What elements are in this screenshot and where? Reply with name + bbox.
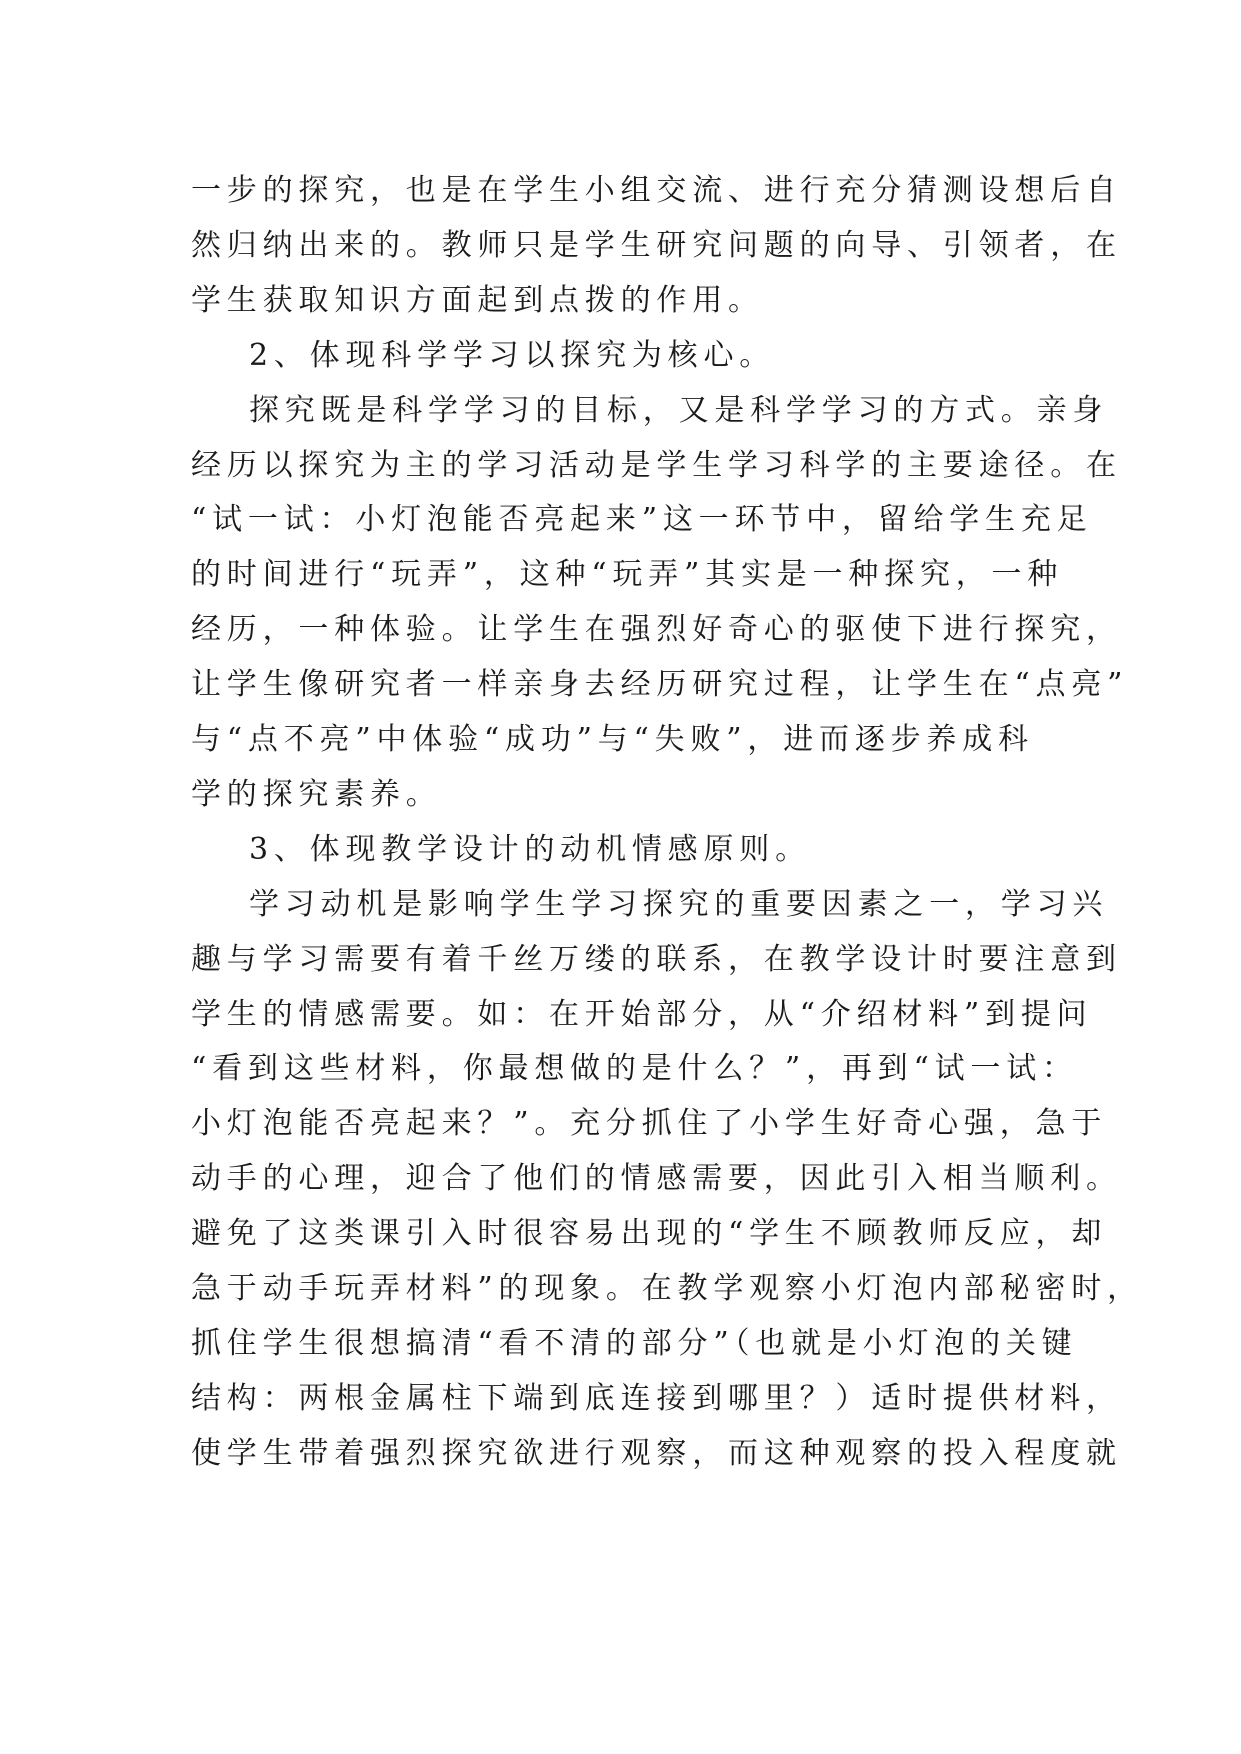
text-line: 动手的心理，迎合了他们的情感需要，因此引入相当顺利。 <box>191 1161 1122 1197</box>
text-line: 然归纳出来的。教师只是学生研究问题的向导、引领者，在 <box>191 227 1122 263</box>
text-line: 学生的情感需要。如：在开始部分，从“介绍材料”到提问 <box>191 996 1093 1032</box>
text-line: 3、体现教学设计的动机情感原则。 <box>249 831 811 867</box>
text-line: 急于动手玩弄材料”的现象。在教学观察小灯泡内部秘密时， <box>191 1271 1143 1306</box>
text-line: 学的探究素养。 <box>191 776 442 812</box>
text-line: 小灯泡能否亮起来？”。充分抓住了小学生好奇心强，急于 <box>191 1106 1108 1142</box>
text-line: 使学生带着强烈探究欲进行观察，而这种观察的投入程度就 <box>191 1435 1122 1471</box>
text-line: 与“点不亮”中体验“成功”与“失败”，进而逐步养成科 <box>191 722 1034 757</box>
text-line: 经历以探究为主的学习活动是学生学习科学的主要途径。在 <box>191 447 1122 483</box>
text-line: 学习动机是影响学生学习探究的重要因素之一，学习兴 <box>249 886 1109 922</box>
text-line: 结构：两根金属柱下端到底连接到哪里？）适时提供材料， <box>191 1380 1122 1416</box>
text-line: 抓住学生很想搞清“看不清的部分”（也就是小灯泡的关键 <box>191 1325 1078 1361</box>
text-line: 的时间进行“玩弄”，这种“玩弄”其实是一种探究，一种 <box>191 557 1064 593</box>
text-line: “看到这些材料，你最想做的是什么？”，再到“试一试： <box>191 1051 1078 1087</box>
text-line: 经历，一种体验。让学生在强烈好奇心的驱使下进行探究， <box>191 612 1122 648</box>
text-line: 让学生像研究者一样亲身去经历研究过程，让学生在“点亮” <box>191 667 1129 703</box>
text-line: 趣与学习需要有着千丝万缕的联系，在教学设计时要注意到 <box>191 941 1122 977</box>
text-line: “试一试：小灯泡能否亮起来”这一环节中，留给学生充足 <box>191 502 1093 538</box>
text-line: 探究既是科学学习的目标，又是科学学习的方式。亲身 <box>249 392 1109 428</box>
text-line: 学生获取知识方面起到点拨的作用。 <box>191 282 764 318</box>
text-line: 一步的探究，也是在学生小组交流、进行充分猜测设想后自 <box>191 173 1122 208</box>
text-line: 避免了这类课引入时很容易出现的“学生不顾教师反应，却 <box>191 1216 1108 1252</box>
text-line: 2、体现科学学习以探究为核心。 <box>249 337 776 373</box>
